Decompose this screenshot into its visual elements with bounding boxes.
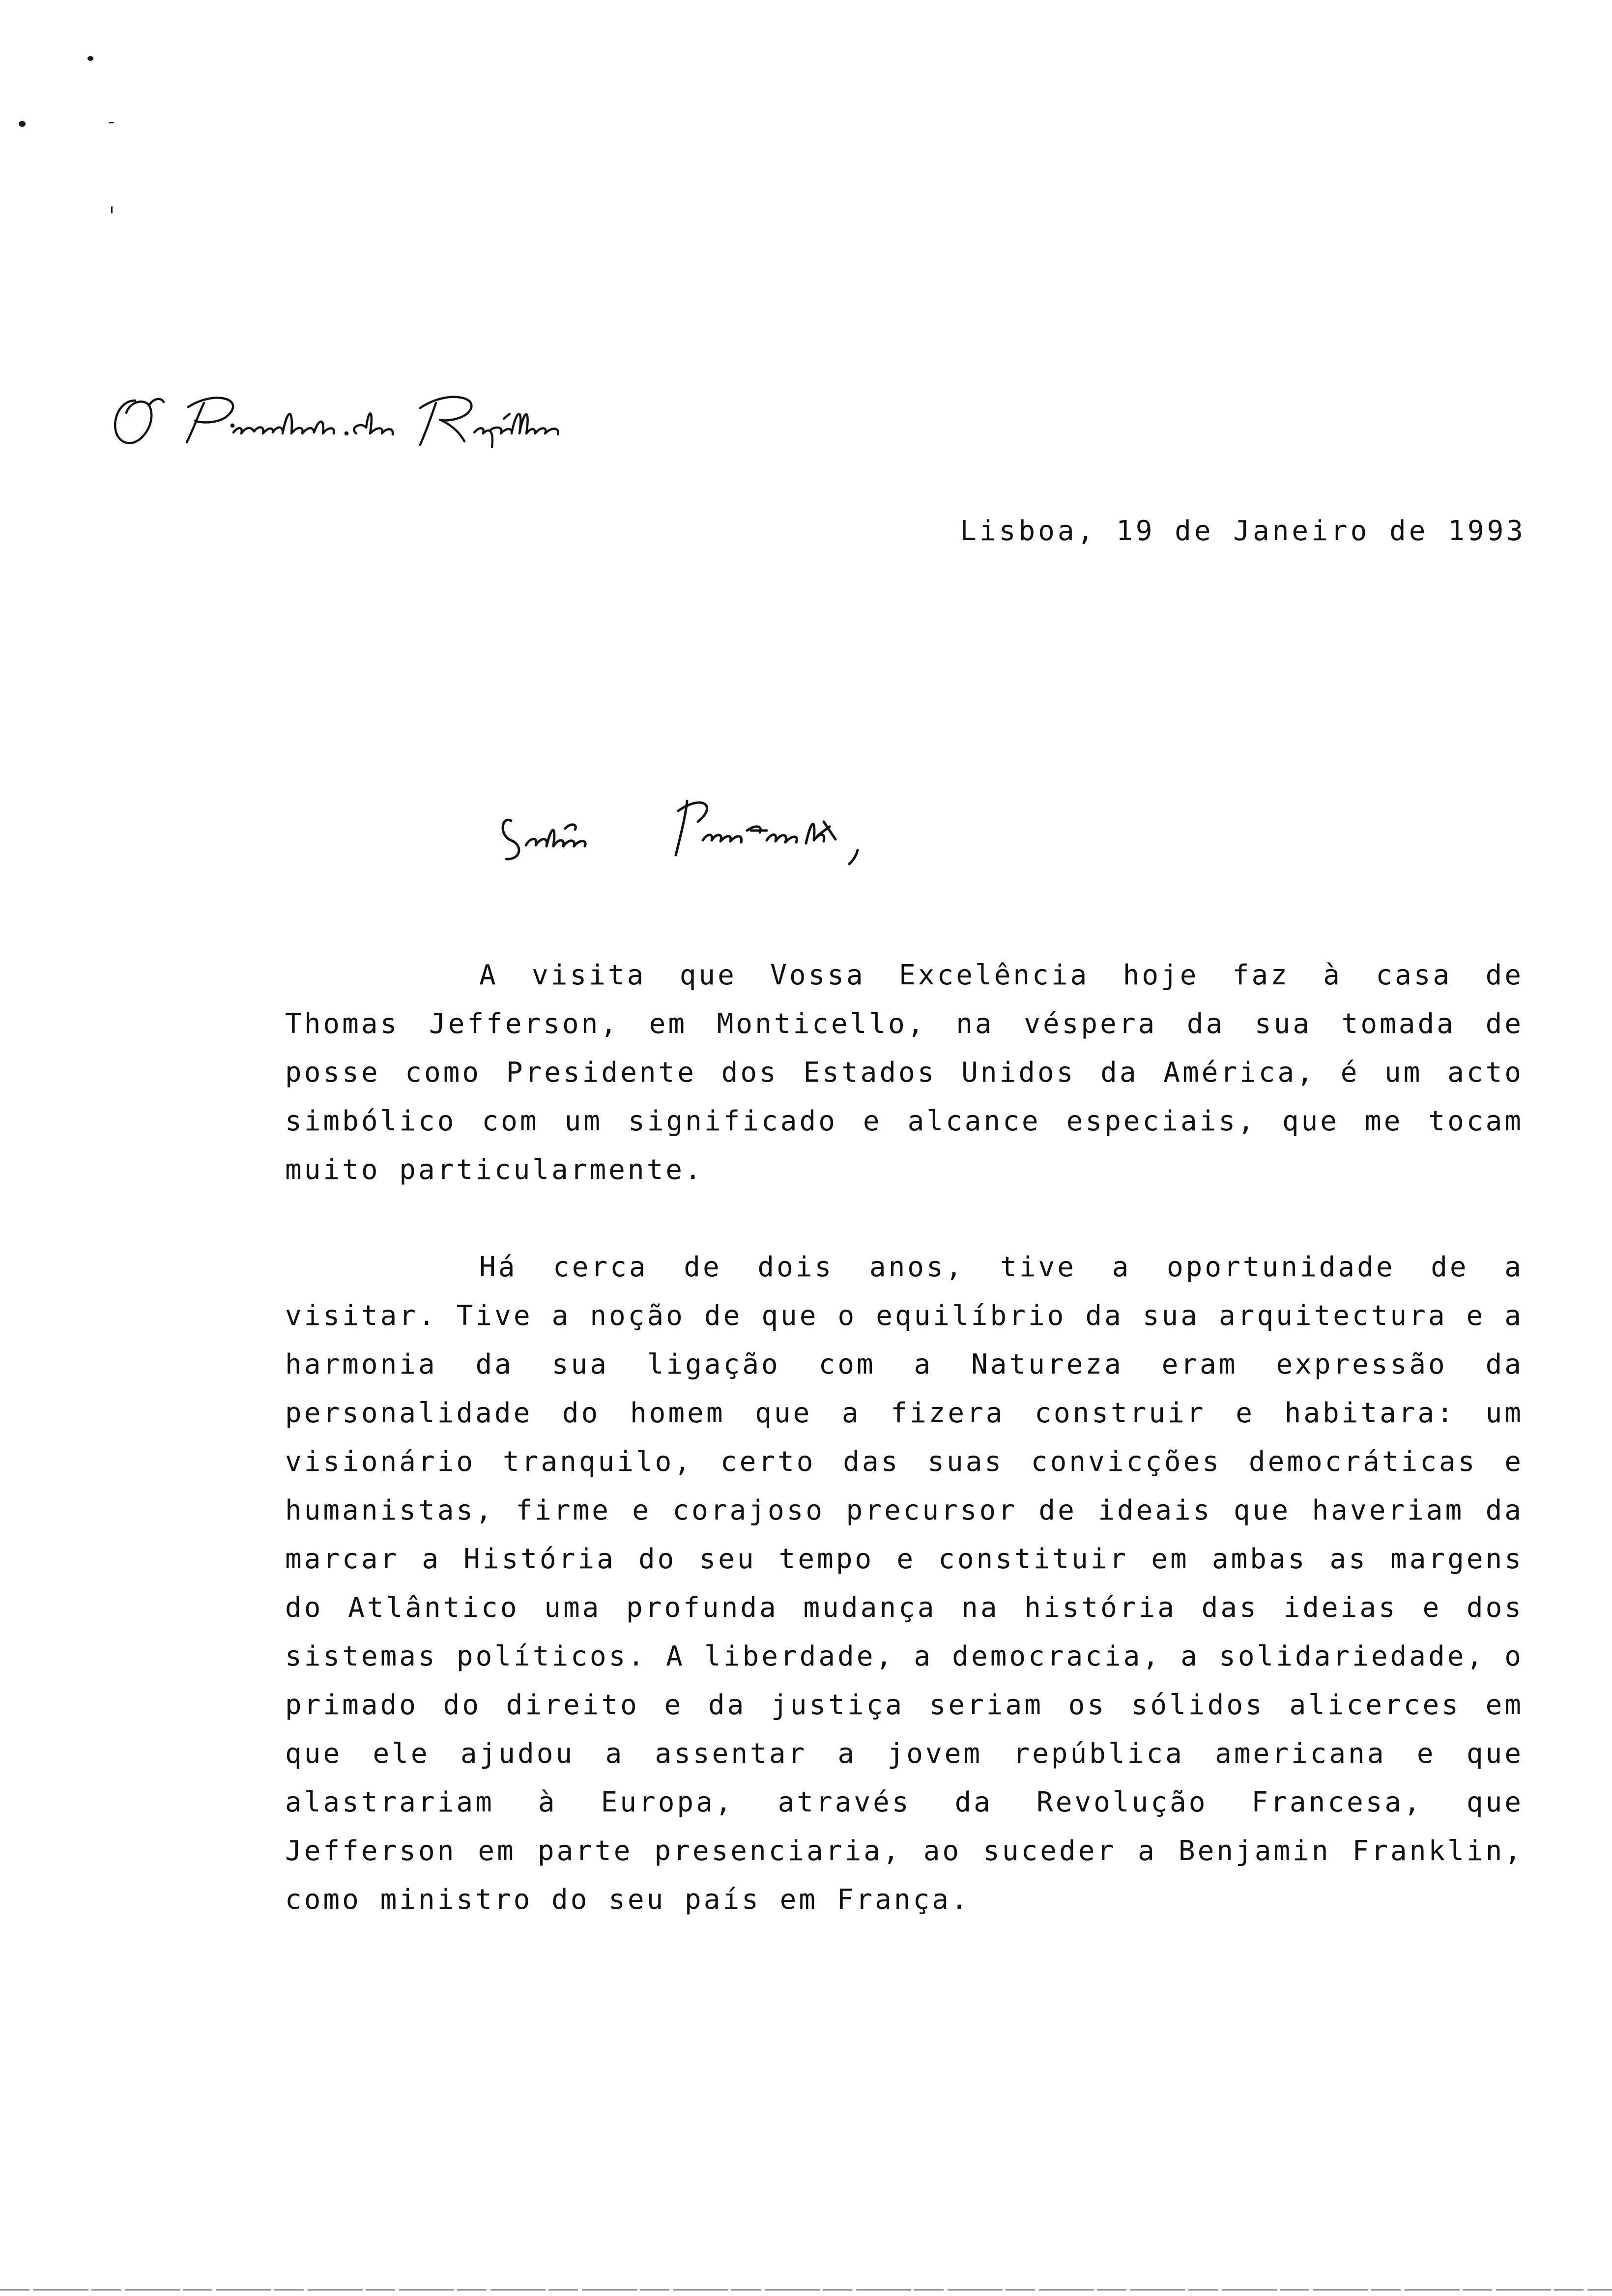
handwritten-salutation: [491, 781, 894, 880]
letterhead-text: O Presidente da República: [101, 378, 109, 379]
salutation-text: Senhor Presidente,: [491, 781, 497, 782]
scan-speck: [109, 122, 114, 123]
scan-speck: [19, 121, 26, 127]
scan-speck: [111, 206, 113, 213]
body-paragraph: Há cerca de dois anos, tive a oportunidade de a visitar. Tive a noção de que o equilíbrio da sua arquitectura e a harmonia da sua ligação com a Natureza eram expressão da personalidade do homem que a fizera construir e habitara: um visionário tranquilo, certo das suas convicções democráticas e humanistas, firme e corajoso precursor de ideais que haveriam da marcar a História do seu tempo e constituir em ambas as margens do Atlântico uma profunda mudança na história das ideias e dos sistemas políticos. A liberdade, a democracia, a solidariedade, o primado do direito e da justiça seriam os sólidos alicerces em que ele ajudou a assentar a jovem república americana e que alastrariam à Europa, através da Revolução Francesa, que Jefferson em parte presenciaria, ao suceder a Benjamin Franklin, como ministro do seu país em França.: [285, 1251, 1524, 1916]
letter-date: Lisboa, 19 de Janeiro de 1993: [960, 515, 1526, 547]
body-paragraph: A visita que Vossa Excelência hoje faz à casa de Thomas Jefferson, em Monticello, na véspera da sua tomada de posse como Presidente dos Estados Unidos da América, é um acto simbólico com um significado e alcance especiais, que me tocam muito particularmente.: [285, 959, 1524, 1186]
page-bottom-edge: [0, 2289, 1612, 2291]
scan-speck: [87, 56, 93, 61]
letterhead-script: [101, 378, 691, 457]
letter-body: [285, 951, 1524, 1924]
